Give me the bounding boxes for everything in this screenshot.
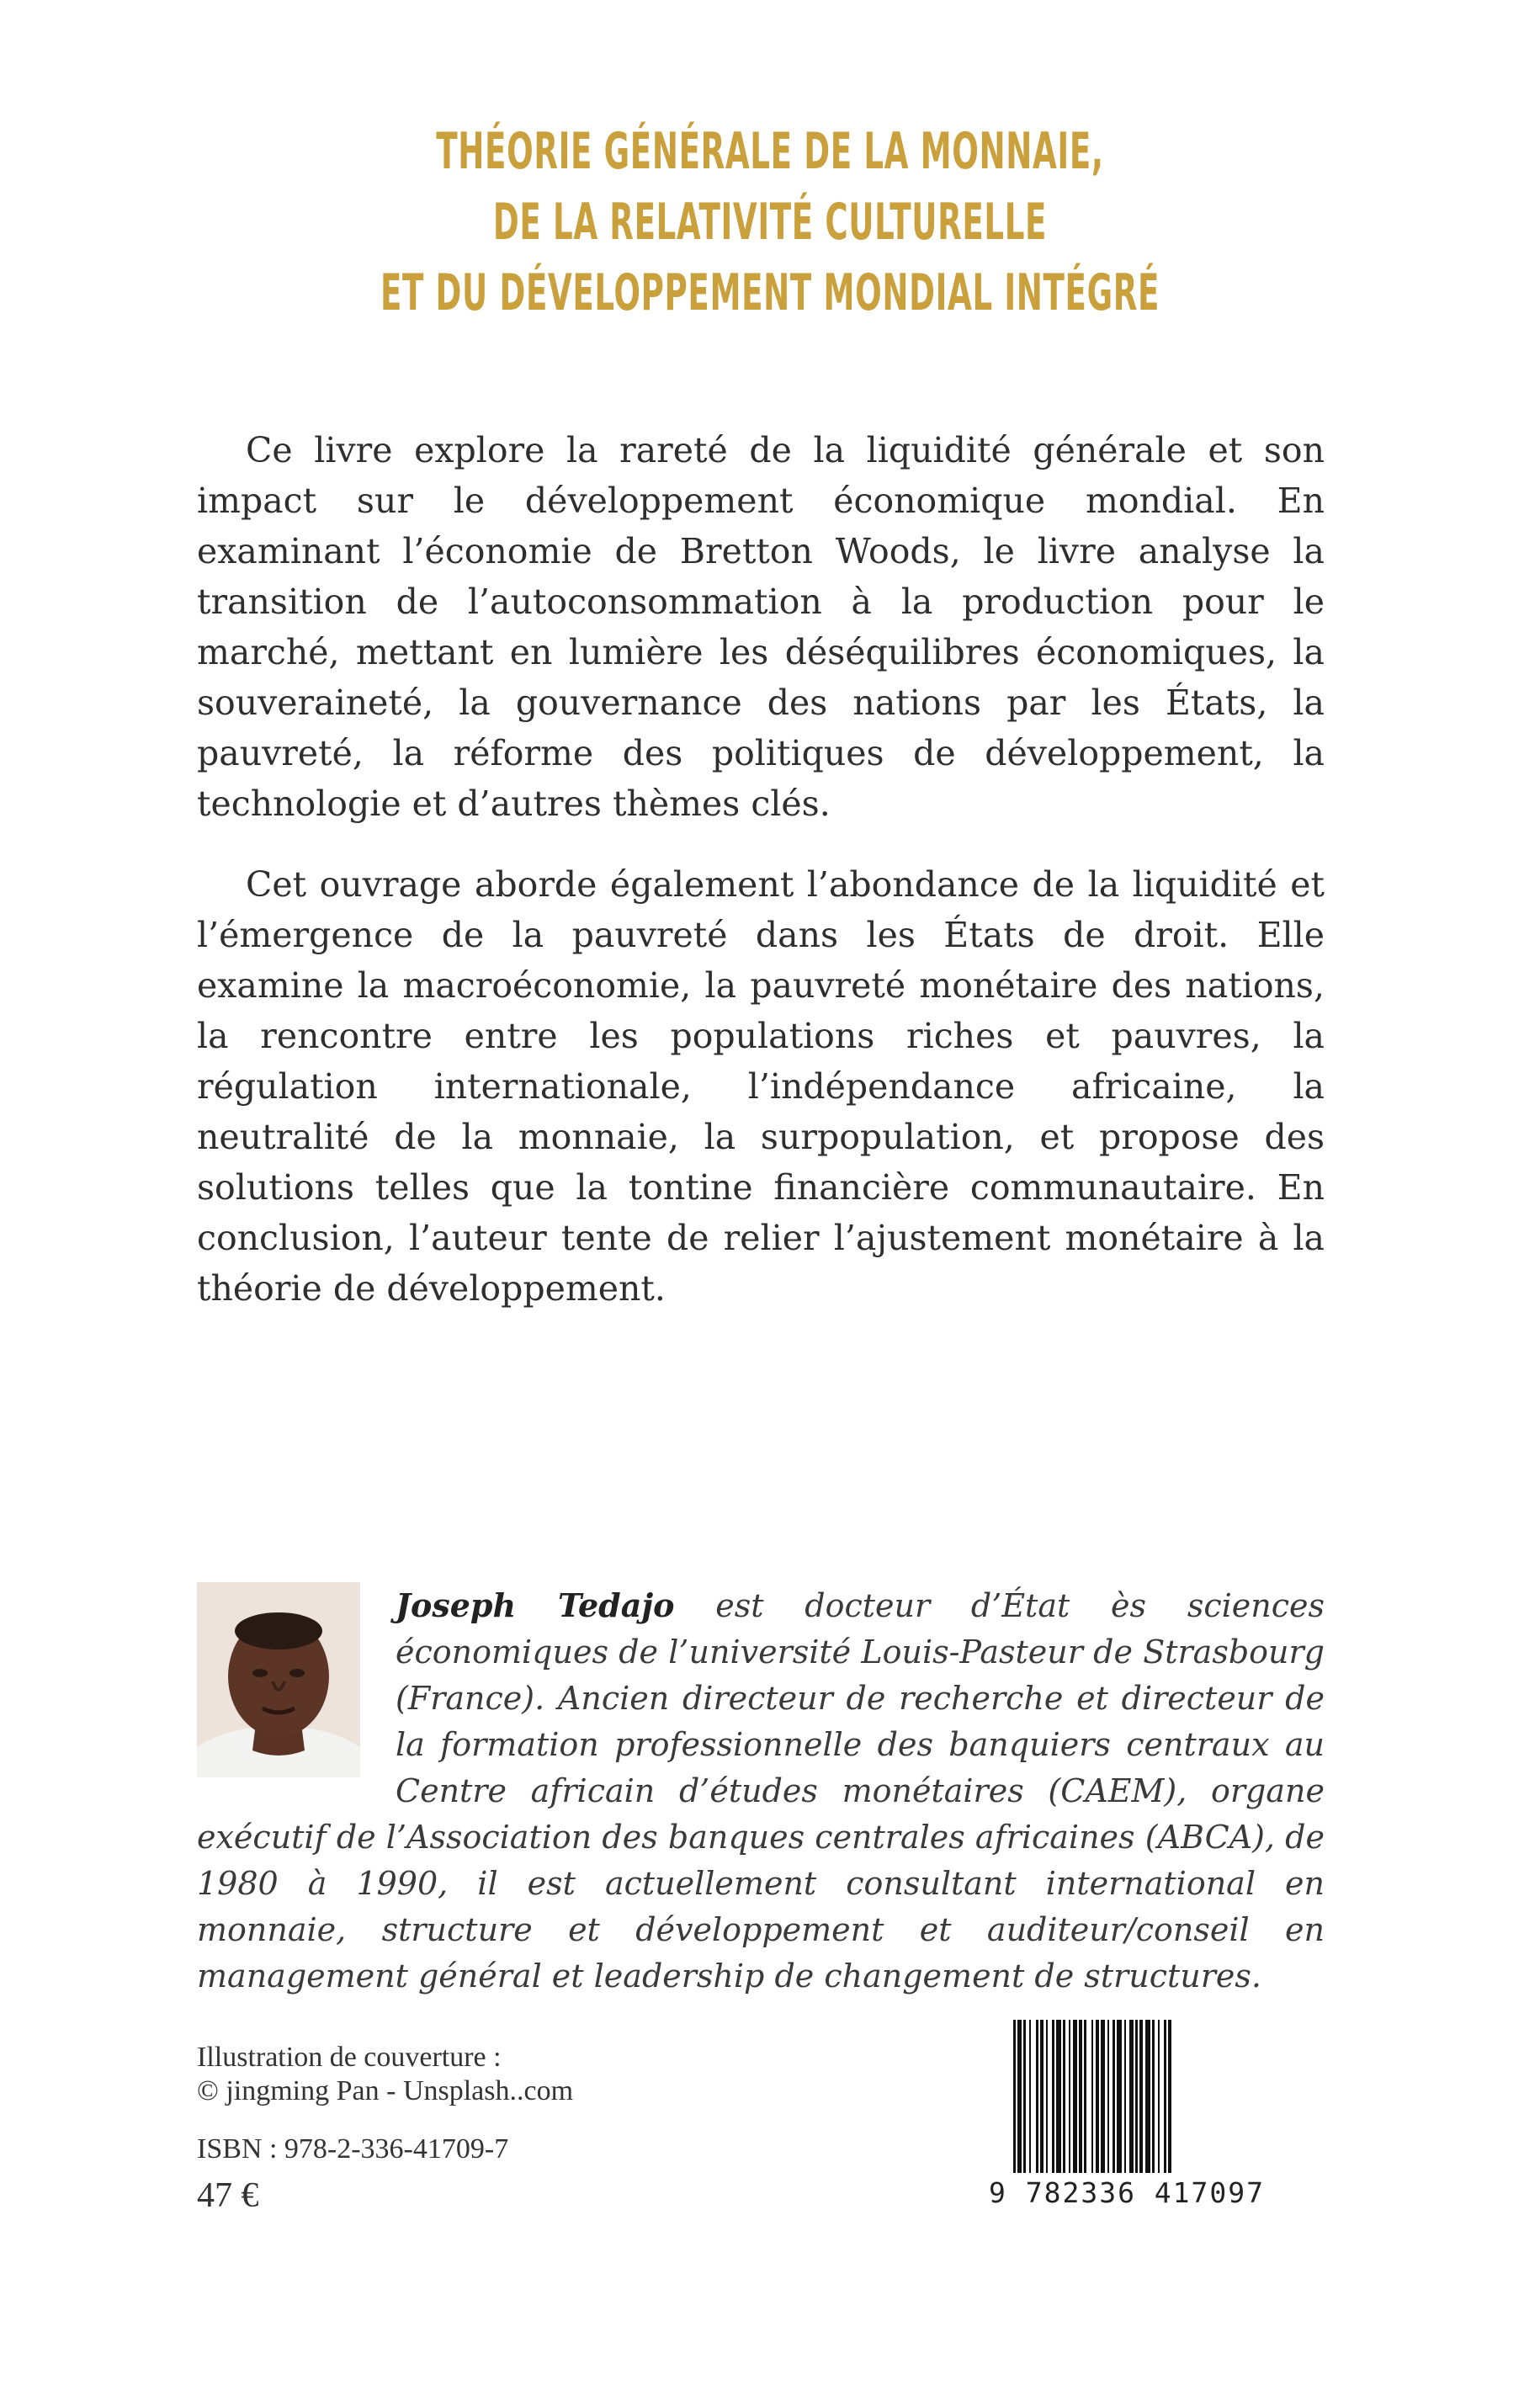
- barcode-bar: [1013, 2020, 1016, 2173]
- barcode-bar: [1069, 2020, 1070, 2173]
- summary-text: [197, 425, 1325, 1314]
- barcode-bar: [1073, 2020, 1077, 2173]
- cover-credits: [197, 2041, 573, 2108]
- author-bio: [197, 1582, 1325, 2000]
- barcode-bar: [1164, 2020, 1166, 2173]
- summary-paragraph-1: Ce livre explore la rareté de la liquidité générale et son impact sur le développement économique mondial. En examinant l’économie de Bretton Woods, le livre analyse la transition de l’autoconsommation à la production pour le marché, mettant en lumière les déséquilibres économiques, la souveraineté, la gouvernance des nations par les États, la pauvreté, la réforme des politiques de développement, la technologie et d’autres thèmes clés.: [197, 430, 1325, 824]
- barcode-bar: [1135, 2020, 1138, 2173]
- barcode-bar: [1096, 2020, 1099, 2173]
- barcode-bar: [1145, 2020, 1150, 2173]
- barcode-bar: [1023, 2020, 1026, 2173]
- barcode-bar: [1036, 2020, 1038, 2173]
- barcode-bar: [1124, 2020, 1126, 2173]
- barcode-bar: [1079, 2020, 1082, 2173]
- barcode-bar: [1113, 2020, 1115, 2173]
- book-title: [293, 116, 1248, 328]
- barcode-bar: [1017, 2020, 1022, 2173]
- title-line-3: ET DU DÉVELOPPEMENT MONDIAL INTÉGRÉ: [380, 263, 1160, 322]
- barcode-bar: [1117, 2020, 1122, 2173]
- credits-line-1: Illustration de couverture :: [197, 2042, 502, 2073]
- title-line-1: THÉORIE GÉNÉRALE DE LA MONNAIE,: [436, 122, 1104, 181]
- barcode-bar: [1107, 2020, 1109, 2173]
- title-line-2: DE LA RELATIVITÉ CULTURELLE: [492, 193, 1048, 252]
- barcode-bar: [1168, 2020, 1171, 2173]
- barcode-bar: [1040, 2020, 1043, 2173]
- barcode-bar: [1084, 2020, 1086, 2173]
- author-name: Joseph Tedajo: [396, 1586, 675, 1624]
- summary-paragraph-2: Cet ouvrage aborde également l’abondance de la liquidité et l’émergence de la pauvreté dans les États de droit. Elle examine la macroéconomie, la pauvreté monétaire des nations, la rencontre entre les populations riches et pauvres, la régulation internationale, l’indépendance africaine, la neutralité de la monnaie, la surpopulation, et propose des solutions telles que la tontine financière communautaire. En conclusion, l’auteur tente de relier l’ajustement monétaire à la théorie de développement.: [197, 864, 1325, 1309]
- barcode-bar: [1063, 2020, 1065, 2173]
- isbn: ISBN : 978-2-336-41709-7: [197, 2133, 509, 2165]
- price: 47 €: [197, 2176, 259, 2215]
- author-bio-text: est docteur d’État ès sciences économiques de l’université Louis-Pasteur de Strasbourg (France). Ancien directeur de recherche et directeur de la formation professionnelle des banquiers centraux au Centre africain d’études monétaires (CAEM), organe exécutif de l’Association des banques centrales africaines (ABCA), de 1980 à 1990, il est actuellement consultant international en monnaie, structure et développement et auditeur/conseil en management général et leadership de changement de structures.: [197, 1587, 1325, 1995]
- barcode-bar: [1129, 2020, 1134, 2173]
- barcode-bar: [1152, 2020, 1155, 2173]
- credits-line-2: © jingming Pan - Unsplash..com: [197, 2075, 574, 2106]
- barcode-bar: [1091, 2020, 1093, 2173]
- barcode-bar: [1056, 2020, 1061, 2173]
- barcode-bar: [1158, 2020, 1160, 2173]
- barcode-bar: [1052, 2020, 1054, 2173]
- barcode-digits: 9 782336 417097: [989, 2176, 1266, 2209]
- barcode-bar: [1029, 2020, 1031, 2173]
- barcode-bar: [1101, 2020, 1105, 2173]
- barcode-bar: [1139, 2020, 1143, 2173]
- barcode-bar: [1046, 2020, 1048, 2173]
